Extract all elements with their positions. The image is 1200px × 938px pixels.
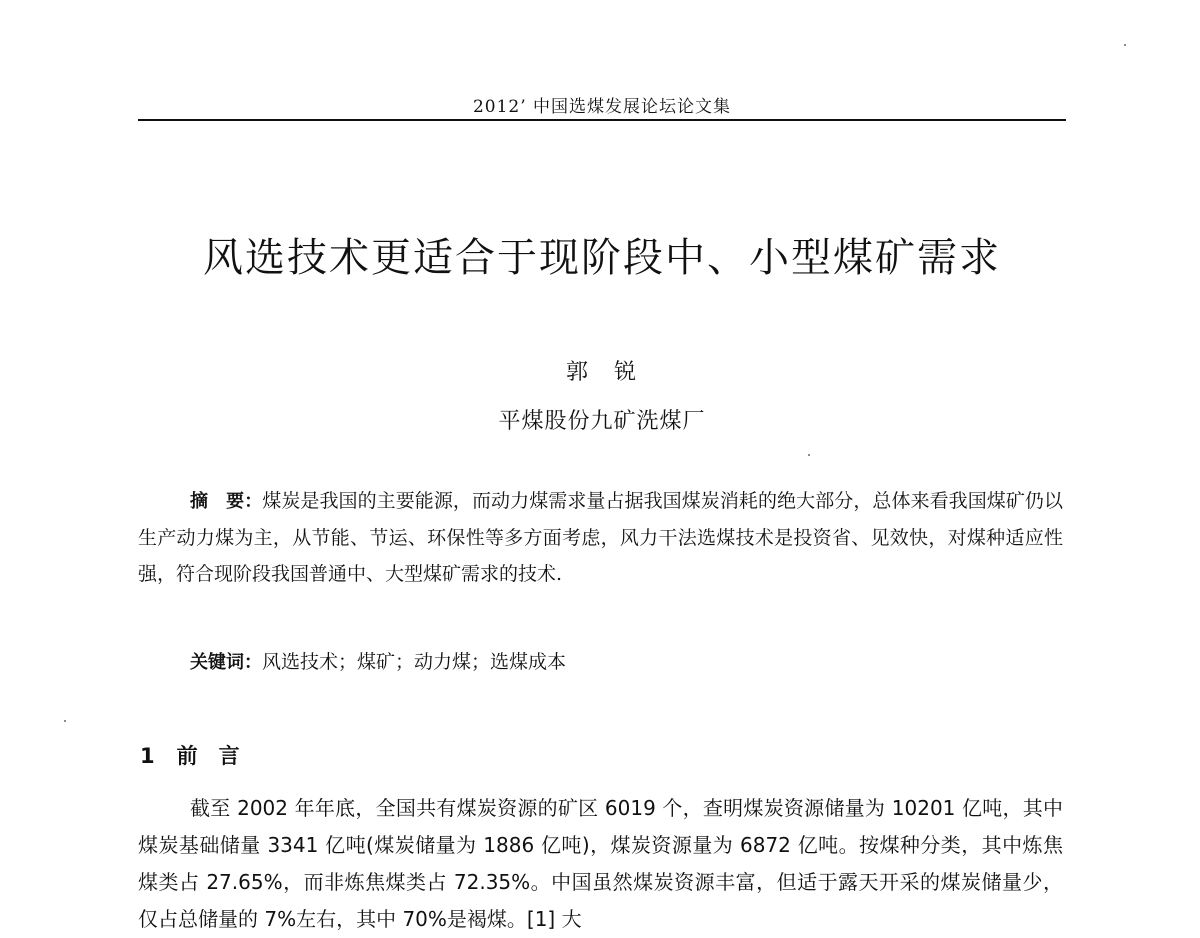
section-heading (140, 740, 240, 770)
section-number: 1 (140, 744, 155, 768)
keywords (190, 646, 1063, 679)
scan-speck (808, 454, 810, 456)
header-rule (138, 119, 1066, 121)
body-paragraph-text: 截至 2002 年年底，全国共有煤炭资源的矿区 6019 个，查明煤炭资源储量为 10201 亿吨，其中煤炭基础储量 3341 亿吨(煤炭储量为 1886 亿吨)，煤炭资源量为 6872 亿吨。按煤种分类，其中炼焦煤类占 27.65%，而非炼焦煤类占 72.35%。中国虽然煤炭资源丰富，但适于露天开采的煤炭储量少，仅占总储量的 7%左右，其中 70%是褐煤。[1] 大 (138, 796, 1063, 931)
scan-speck (1124, 44, 1126, 46)
paper-title: 风选技术更适合于现阶段中、小型煤矿需求 (203, 235, 1001, 281)
author-affiliation: 平煤股份九矿洗煤厂 (498, 409, 706, 434)
running-header: 2012’ 中国选煤发展论坛论文集 (472, 97, 732, 117)
author-name: 郭 锐 (565, 360, 638, 385)
keywords-label: 关键词： (190, 652, 262, 673)
body-paragraph (138, 790, 1063, 938)
keywords-text: 风选技术；煤矿；动力煤；选煤成本 (262, 651, 567, 673)
abstract (138, 483, 1063, 592)
section-title: 前 言 (176, 744, 240, 768)
abstract-label: 摘 要： (190, 491, 263, 512)
scan-speck (64, 720, 66, 722)
abstract-text: 煤炭是我国的主要能源，而动力煤需求量占据我国煤炭消耗的绝大部分，总体来看我国煤矿仍以生产动力煤为主，从节能、节运、环保性等多方面考虑，风力干法选煤技术是投资省、见效快，对煤种适应性强，符合现阶段我国普通中、大型煤矿需求的技术. (138, 490, 1063, 585)
